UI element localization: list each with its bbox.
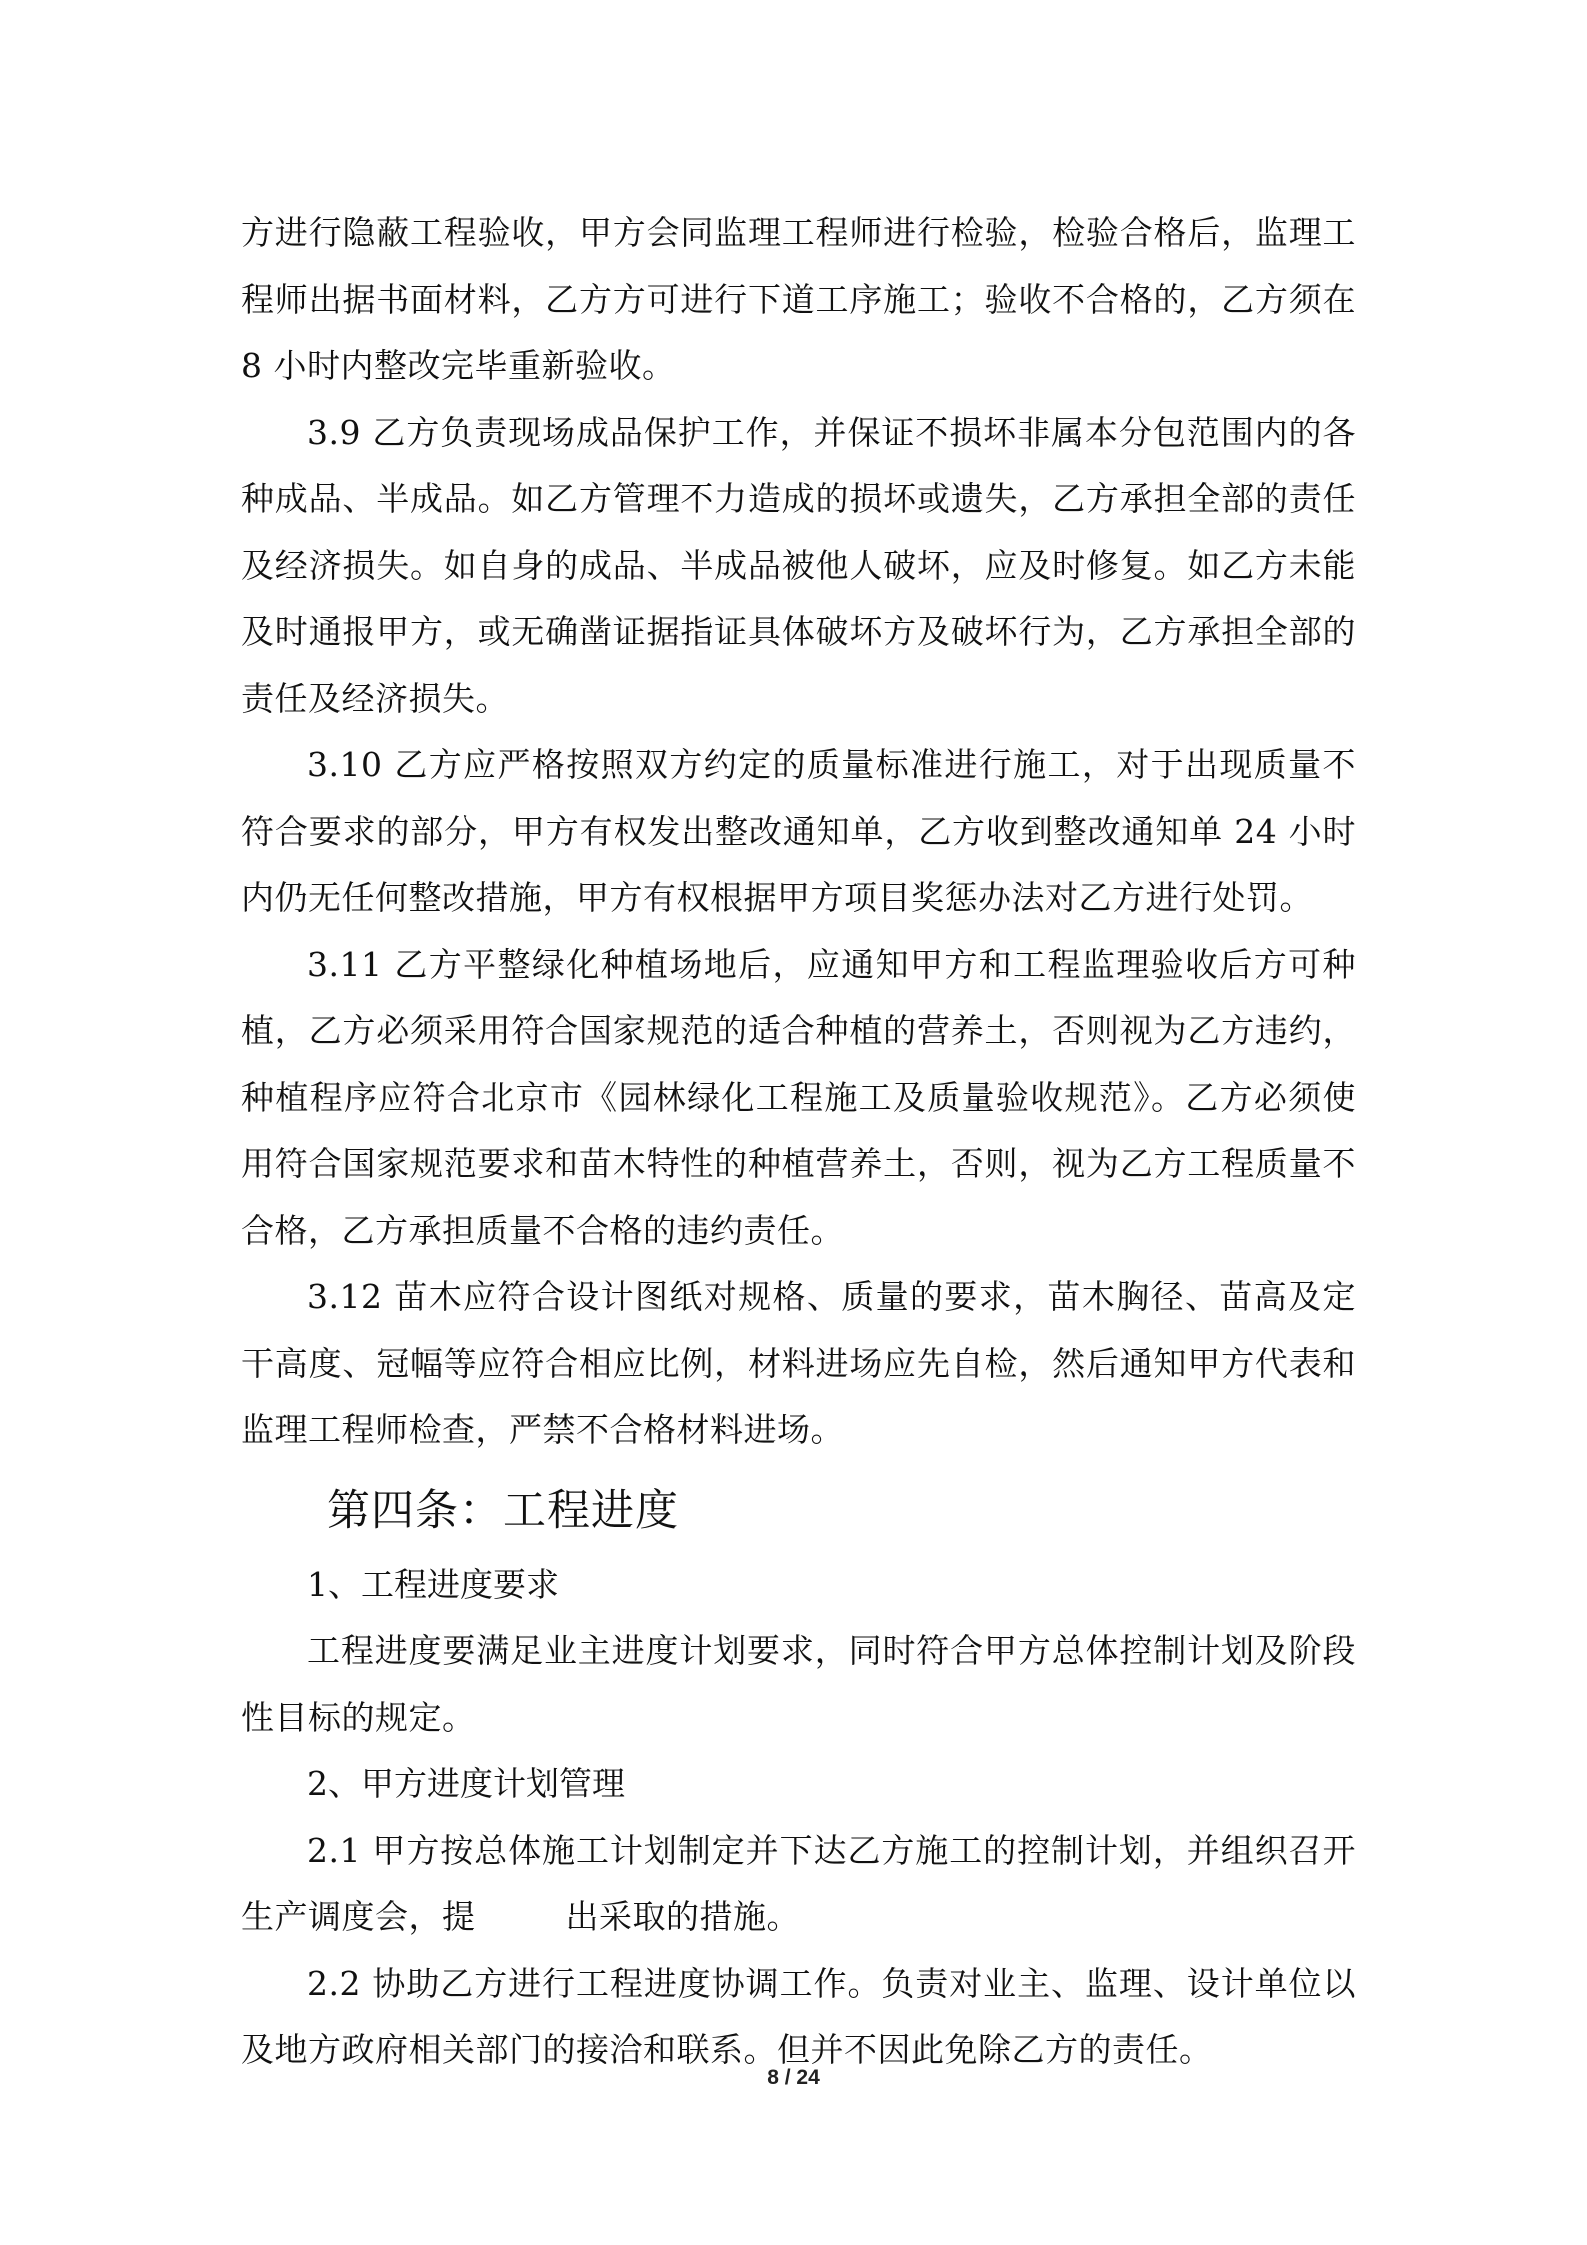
paragraph-3-12: 3.12 苗木应符合设计图纸对规格、质量的要求，苗木胸径、苗高及定干高度、冠幅等应符合相应比例，材料进场应先自检，然后通知甲方代表和监理工程师检查，严禁不合格材料进场。: [241, 1277, 1356, 1449]
paragraph-2-1: [241, 1818, 1356, 1951]
subheading-1: 1、工程进度要求: [307, 1564, 559, 1604]
paragraph-2-1-part-a: 2.1 甲方按总体施工计划制定并下达乙方施工的控制计划，并组织召开生产调度会，提: [241, 1830, 1356, 1936]
paragraph-3-9: 3.9 乙方负责现场成品保护工作，并保证不损坏非属本分包范围内的各种成品、半成品。如乙方管理不力造成的损坏或遗失，乙方承担全部的责任及经济损失。如自身的成品、半成品被他人破坏，应及时修复。如乙方未能及时通报甲方，或无确凿证据指证具体破坏方及破坏行为，乙方承担全部的责任及经济损失。: [241, 412, 1356, 718]
paragraph-continued: 方进行隐蔽工程验收，甲方会同监理工程师进行检验，检验合格后，监理工程师出据书面材料，乙方方可进行下道工序施工；验收不合格的，乙方须在 8 小时内整改完毕重新验收。: [241, 213, 1356, 385]
subheading-2: 2、甲方进度计划管理: [307, 1764, 625, 1803]
paragraph-2-2: 2.2 协助乙方进行工程进度协调工作。负责对业主、监理、设计单位以及地方政府相关部门的接洽和联系。但并不因此免除乙方的责任。: [241, 1963, 1356, 2069]
paragraph-3-11: 3.11 乙方平整绿化种植场地后，应通知甲方和工程监理验收后方可种植，乙方必须采用符合国家规范的适合种植的营养土，否则视为乙方违约，种植程序应符合北京市《园林绿化工程施工及质量验收规范》。乙方必须使用符合国家规范要求和苗木特性的种植营养土，否则，视为乙方工程质量不合格，乙方承担质量不合格的违约责任。: [241, 944, 1356, 1250]
document-body: [241, 200, 1356, 2084]
paragraph-2-1-part-b: 出采取的措施。: [565, 1897, 800, 1936]
article-heading: 第四条：工程进度: [327, 1485, 679, 1536]
page-number: 8 / 24: [767, 2066, 820, 2089]
paragraph-schedule-requirement: 工程进度要满足业主进度计划要求，同时符合甲方总体控制计划及阶段性目标的规定。: [241, 1631, 1356, 1737]
paragraph-3-10: 3.10 乙方应严格按照双方约定的质量标准进行施工，对于出现质量不符合要求的部分，甲方有权发出整改通知单，乙方收到整改通知单 24 小时内仍无任何整改措施，甲方有权根据甲方项目奖惩办法对乙方进行处罚。: [241, 745, 1356, 917]
